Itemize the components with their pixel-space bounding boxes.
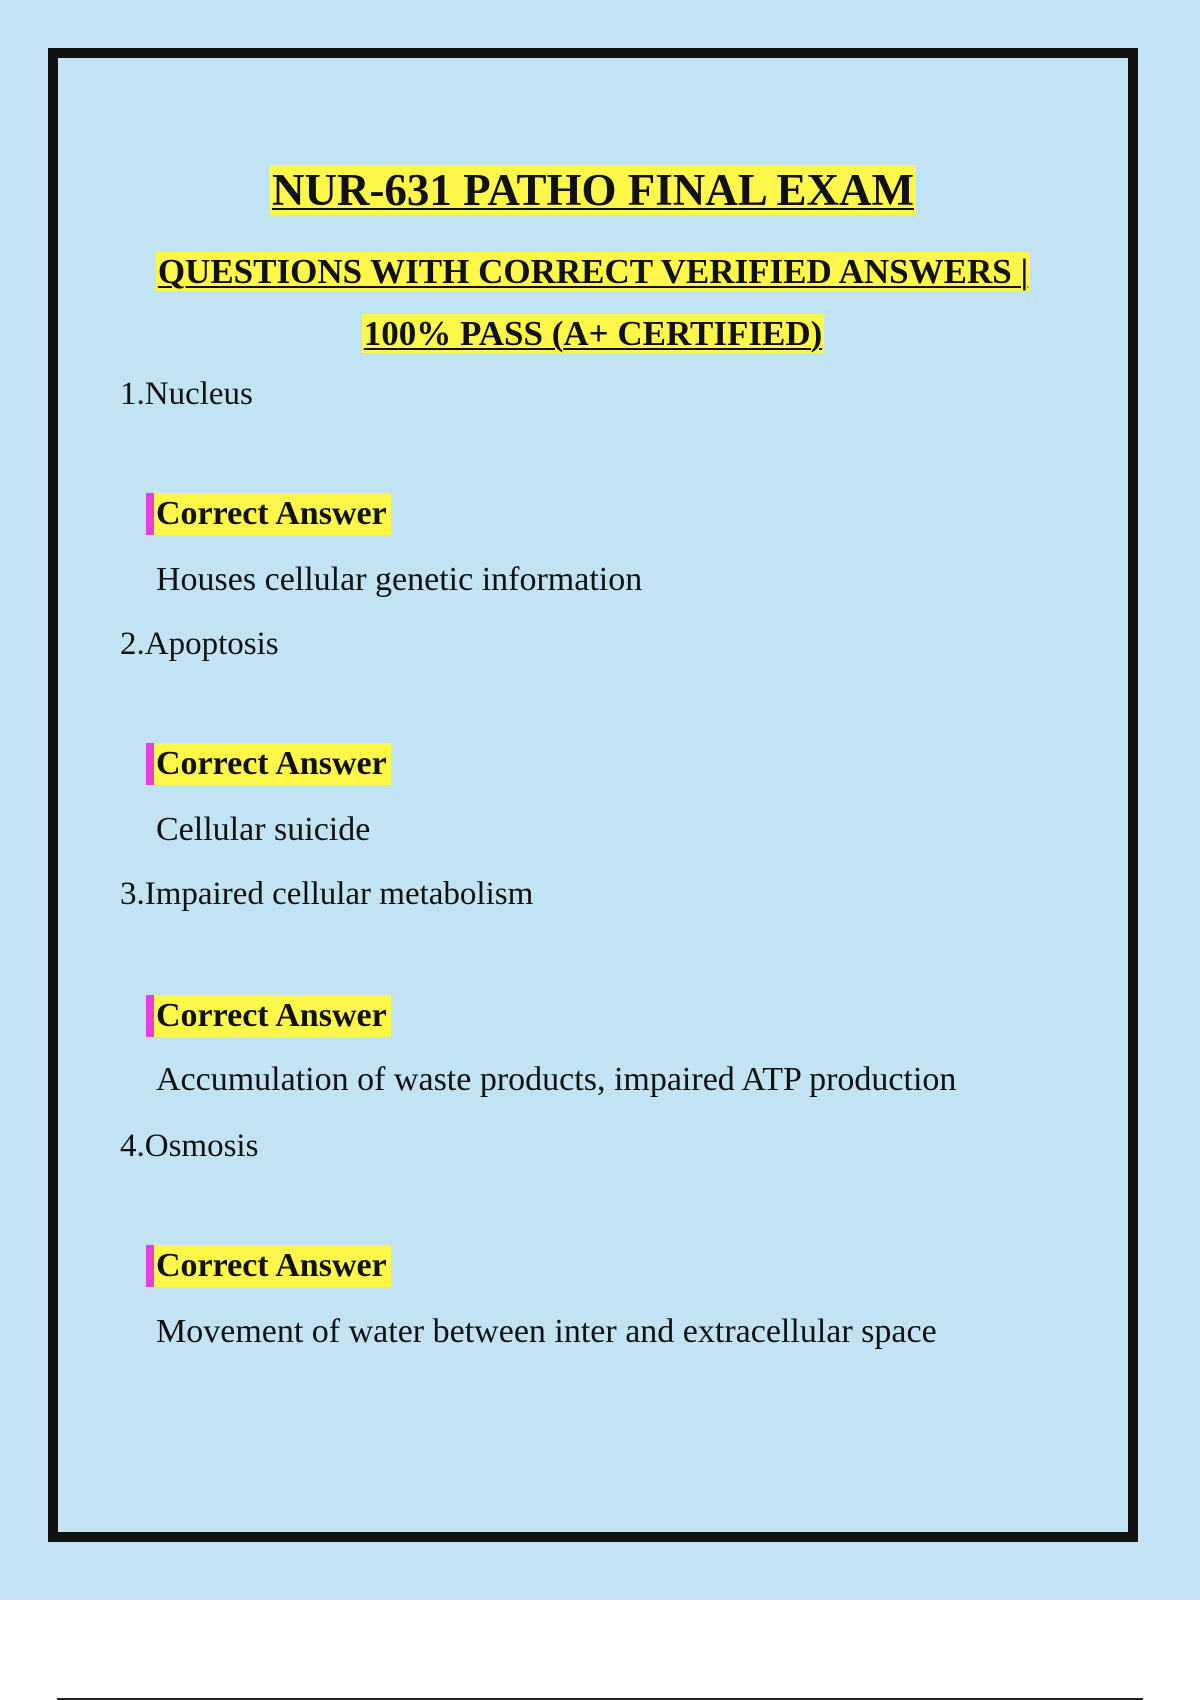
correct-answer-label-3: Correct Answer <box>146 995 391 1037</box>
document-subtitle-line1-text: QUESTIONS WITH CORRECT VERIFIED ANSWERS | <box>157 252 1029 291</box>
correct-answer-label-2: Correct Answer <box>146 743 391 785</box>
document-title <box>58 165 1128 215</box>
document-subtitle-line1 <box>58 254 1128 289</box>
document-subtitle-line2-text: 100% PASS (A+ CERTIFIED) <box>363 314 823 353</box>
question-1: 1.Nucleus <box>120 376 253 412</box>
correct-answer-label-1: Correct Answer <box>146 493 391 535</box>
document-title-text: NUR-631 PATHO FINAL EXAM <box>271 165 915 215</box>
question-3: 3.Impaired cellular metabolism <box>120 876 534 912</box>
answer-3: Accumulation of waste products, impaired ATP production <box>156 1061 957 1098</box>
document-frame <box>48 48 1138 1542</box>
question-2: 2.Apoptosis <box>120 626 279 662</box>
answer-1: Houses cellular genetic information <box>156 561 643 598</box>
answer-2: Cellular suicide <box>156 811 371 848</box>
document-subtitle-line2 <box>58 316 1128 351</box>
answer-4: Movement of water between inter and extracellular space <box>156 1313 937 1350</box>
question-4: 4.Osmosis <box>120 1128 259 1164</box>
correct-answer-label-4: Correct Answer <box>146 1245 391 1287</box>
